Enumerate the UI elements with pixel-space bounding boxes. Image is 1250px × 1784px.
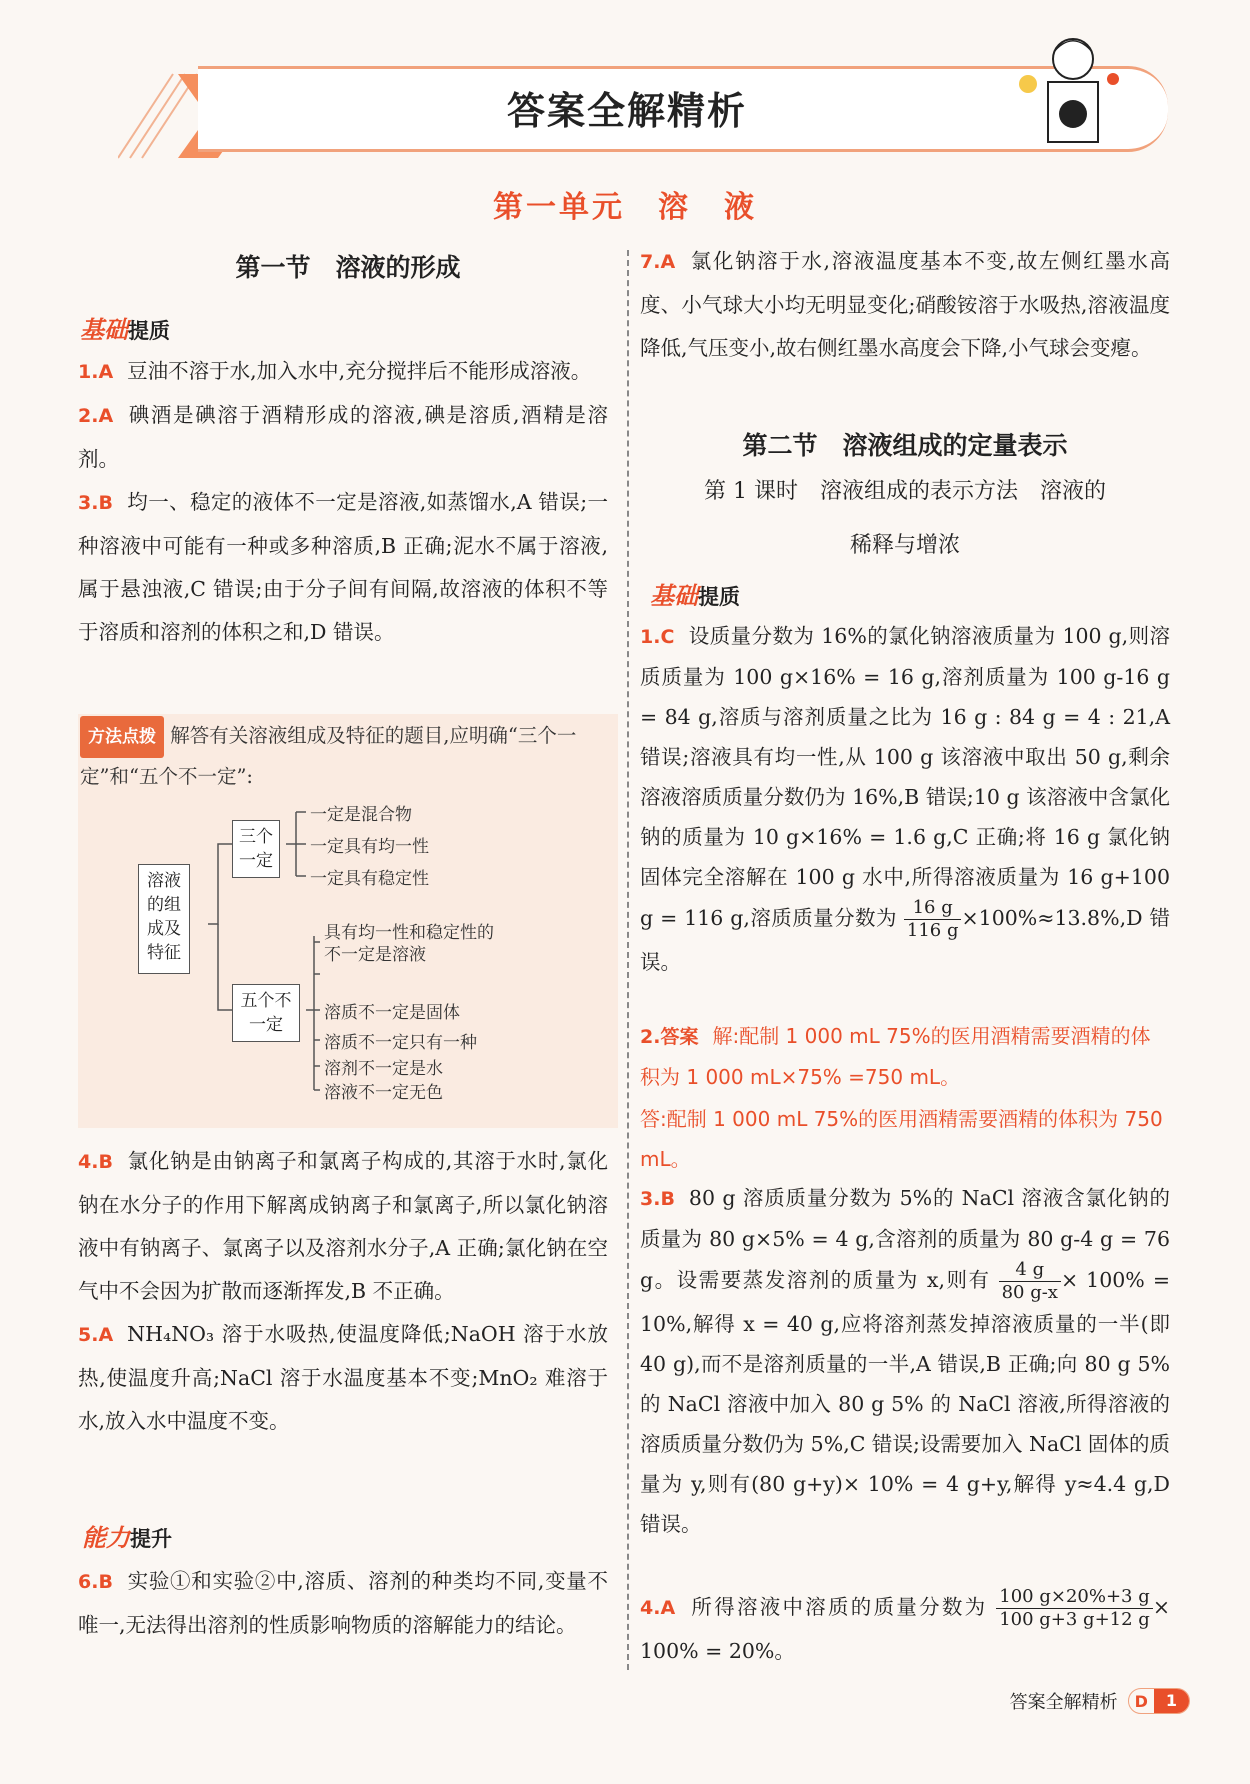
left-items-block-2 [78, 1140, 608, 1443]
column-divider [627, 250, 629, 1670]
section-2-title: 第二节 溶液组成的定量表示 [742, 431, 1068, 460]
answer-item-2: 2.A 碘酒是碘溶于酒精形成的溶液,碘是溶质,酒精是溶剂。 [78, 403, 608, 471]
fraction-16-over-116: $\frac{16 g}{116 g}$ [904, 897, 962, 942]
left-items-block [78, 350, 608, 654]
mindmap-root: 溶液的组成及特征 [138, 864, 190, 974]
lesson-title-line-1: 第 1 课时 溶液组成的表示方法 溶液的 [704, 479, 1106, 504]
answer-item-5: 5.A NH₄NO₃ 溶于水吸热,使温度降低;NaOH 溶于水放热,使温度升高;NaCl 溶于水温度基本不变;MnO₂ 难溶于水,放入水中温度不变。 [78, 1322, 608, 1433]
scientist-illustration [1008, 24, 1138, 154]
page-badge [1128, 1688, 1190, 1714]
mindmap-group-2: 五个不一定 [232, 984, 300, 1042]
mindmap-g1-item: 一定具有稳定性 [310, 869, 429, 889]
basic-heading-right [650, 576, 740, 611]
mindmap-g2-item: 溶质不一定是固体 [324, 1003, 460, 1023]
answer-r-item-1: 1.C 设质量分数为 16%的氯化钠溶液质量为 100 g,则溶质质量为 100 g×16% = 16 g,溶剂质量为 100 g-16 g = 84 g,溶质与溶剂质量之比为 16 g : 84 g = 4 : 21,A 错误;溶液具有均一性,从 100 g 该溶液中取出 50 g,剩余溶液溶质质量分数仍为 16%,B 错误;10 g 该溶液中含氯化钠的质量为 10 g×16% = 1.6 g,C 正确;将 16 g 氯化钠固体完全溶解在 100 g 水中,所得溶液质量为 16 g+100 g = 116 g,溶质质量分数为 $\frac{16 g}{116 g}$ ×100%≈13.8%,D 错误。 [640, 624, 1170, 974]
mindmap-g2-item: 溶质不一定只有一种 [324, 1033, 477, 1053]
answer-item-6: 6.B 实验①和实验②中,溶质、溶剂的种类均不同,变量不唯一,无法得出溶剂的性质影响物质的溶解能力的结论。 [78, 1569, 608, 1637]
basic-label: 基础 [80, 315, 128, 344]
answer-item-4: 4.B 氯化钠是由钠离子和氯离子构成的,其溶于水时,氯化钠在水分子的作用下解离成钠离子和氯离子,所以氯化钠溶液中有钠离子、氯离子以及溶剂水分子,A 正确;氯化钠在空气中不会因为扩散而逐渐挥发,B 不正确。 [78, 1149, 608, 1303]
answer-r-item-2: 2.答案 解:配制 1 000 mL 75%的医用酒精需要酒精的体积为 1 000 mL×75% =750 mL。 答:配制 1 000 mL 75%的医用酒精需要酒精的体积为 750 mL。 [640, 1024, 1163, 1171]
ability-heading [82, 1518, 172, 1553]
answer-r-item-3: 3.B 80 g 溶质质量分数为 5%的 NaCl 溶液含氯化钠的质量为 80 g×5% = 4 g,含溶剂的质量为 80 g-4 g = 76 g。设需要蒸发溶剂的质量为 x,则有 $\frac{4 g}{80 g-x}$ × 100% = 10%,解得 x = 40 g,应将溶剂蒸发掉溶液质量的一半(即 40 g),而不是溶剂质量的一半,A 错误,B 正确;向 80 g 5% 的 NaCl 溶液中加入 80 g 5% 的 NaCl 溶液,所得溶液的溶质质量分数仍为 5%,C 错误;设需要加入 NaCl 固体的质量为 y,则有(80 g+y)× 10% = 4 g+y,解得 y≈4.4 g,D 错误。 [640, 1186, 1170, 1536]
tip-text: 解答有关溶液组成及特征的题目,应明确“三个一定”和“五个不一定”: [80, 724, 577, 788]
fraction-4g-over-80g-x: $\frac{4 g}{80 g-x}$ [999, 1259, 1061, 1304]
fraction-mass-ratio: $\frac{100 g\times 20\%+3 g}{100 g+3 g+12 g}$ [996, 1586, 1153, 1631]
page-footer [1010, 1688, 1190, 1714]
ability-label: 能力 [82, 1523, 130, 1552]
answer-item-1: 1.A 豆油不溶于水,加入水中,充分搅拌后不能形成溶液。 [78, 359, 592, 383]
answer-item-7: 7.A 氯化钠溶于水,溶液温度基本不变,故左侧红墨水高度、小气球大小均无明显变化;硝酸铵溶于水吸热,溶液温度降低,气压变小,故右侧红墨水高度会下降,小气球会变瘪。 [640, 249, 1170, 360]
unit-title: 第一单元 溶 液 [493, 190, 757, 225]
mindmap-g1-item: 一定是混合物 [310, 805, 412, 825]
mindmap-group-1: 三个一定 [232, 820, 280, 878]
basic-label: 基础 [650, 581, 698, 610]
page-number: 1 [1154, 1689, 1189, 1713]
answer-r-item-4: 4.A 所得溶液中溶质的质量分数为 $\frac{100 g\times 20\%+3 g}{100 g+3 g+12 g}$ × 100% = 20%。 [640, 1586, 1170, 1663]
mindmap-g2-item: 溶剂不一定是水 [324, 1059, 443, 1079]
mindmap-g1-item: 一定具有均一性 [310, 837, 429, 857]
basic-heading-left [80, 310, 170, 345]
lesson-title-line-2: 稀释与增浓 [849, 533, 960, 558]
badge-letter: D [1134, 1691, 1148, 1711]
ability-suffix: 提升 [130, 1526, 172, 1551]
basic-suffix: 提质 [128, 318, 170, 343]
section-1-title: 第一节 溶液的形成 [235, 253, 461, 282]
basic-suffix: 提质 [698, 584, 740, 609]
page-header [78, 58, 1176, 154]
footer-label: 答案全解精析 [1009, 1692, 1118, 1713]
mindmap-g2-item: 不一定是溶液 [324, 945, 426, 965]
header-title: 答案全解精析 [506, 89, 747, 133]
mindmap-g2-item: 具有均一性和稳定性的 [324, 923, 494, 943]
answer-item-3: 3.B 均一、稳定的液体不一定是溶液,如蒸馏水,A 错误;一种溶液中可能有一种或多种溶质,B 正确;泥水不属于溶液,属于悬浊液,C 错误;由于分子间有间隔,故溶液的体积不等于溶质和溶剂的体积之和,D 错误。 [78, 490, 608, 644]
tip-tag: 方法点拨 [80, 716, 164, 758]
mindmap-g2-item: 溶液不一定无色 [324, 1083, 443, 1103]
method-tip-box [78, 714, 618, 1128]
